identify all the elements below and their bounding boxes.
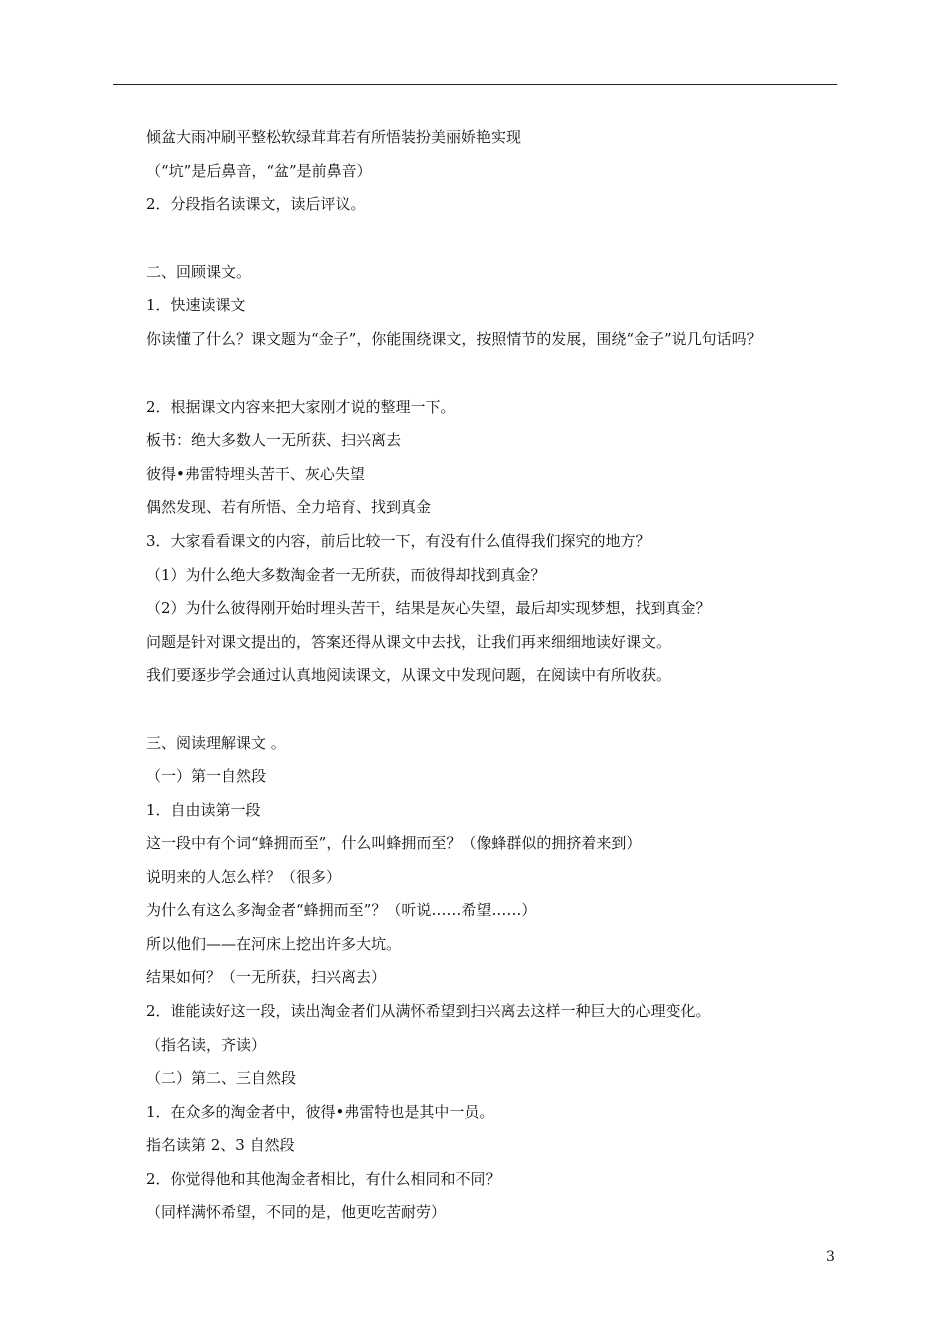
section-heading: 二、回顾课文。 <box>146 263 252 281</box>
section-heading: 三、阅读理解课文 。 <box>146 734 286 752</box>
text-line: （二）第二、三自然段 <box>146 1069 297 1087</box>
text-line: （“坑”是后鼻音，“盆”是前鼻音） <box>146 162 372 180</box>
text-line: 这一段中有个词“蜂拥而至”，什么叫蜂拥而至？（像蜂群似的拥挤着来到） <box>146 834 642 852</box>
text-line: 1．在众多的淘金者中，彼得•弗雷特也是其中一员。 <box>146 1103 495 1121</box>
text-line: 问题是针对课文提出的，答案还得从课文中去找，让我们再来细细地读好课文。 <box>146 633 672 651</box>
text-line: （同样满怀希望，不同的是，他更吃苦耐劳） <box>146 1203 447 1221</box>
text-line: 倾盆大雨冲刷平整松软绿茸茸若有所悟装扮美丽娇艳实现 <box>146 128 522 146</box>
text-line: （指名读，齐读） <box>146 1036 267 1054</box>
text-line: 板书：绝大多数人一无所获、扫兴离去 <box>146 431 402 449</box>
text-line: 彼得•弗雷特埋头苦干、灰心失望 <box>146 465 365 483</box>
text-line: 1．自由读第一段 <box>146 801 261 819</box>
header-rule <box>113 84 837 85</box>
text-line: （2）为什么彼得刚开始时埋头苦干，结果是灰心失望，最后却实现梦想，找到真金？ <box>146 599 711 617</box>
text-line: （1）为什么绝大多数淘金者一无所获，而彼得却找到真金？ <box>146 566 546 584</box>
text-line: 为什么有这么多淘金者“蜂拥而至”？（听说……希望……） <box>146 901 537 919</box>
text-line: 你读懂了什么？课文题为“金子”，你能围绕课文，按照情节的发展，围绕“金子”说几句话吗？ <box>146 330 762 348</box>
text-line: 指名读第 2、3 自然段 <box>146 1136 295 1154</box>
text-line: 偶然发现、若有所悟、全力培育、找到真金 <box>146 498 432 516</box>
page-number: 3 <box>826 1249 835 1265</box>
text-line: 2．根据课文内容来把大家刚才说的整理一下。 <box>146 398 456 416</box>
text-line: 所以他们——在河床上挖出许多大坑。 <box>146 935 402 953</box>
text-line: （一）第一自然段 <box>146 767 267 785</box>
text-line: 1．快速读课文 <box>146 296 246 314</box>
text-line: 2．你觉得他和其他淘金者相比，有什么相同和不同？ <box>146 1170 501 1188</box>
text-line: 结果如何？（一无所获，扫兴离去） <box>146 968 387 986</box>
text-line: 我们要逐步学会通过认真地阅读课文，从课文中发现问题，在阅读中有所收获。 <box>146 666 672 684</box>
text-line: 说明来的人怎么样？（很多） <box>146 868 342 886</box>
text-line: 3．大家看看课文的内容，前后比较一下，有没有什么值得我们探究的地方？ <box>146 532 651 550</box>
text-line: 2．谁能读好这一段，读出淘金者们从满怀希望到扫兴离去这样一种巨大的心理变化。 <box>146 1002 711 1020</box>
text-line: 2．分段指名读课文，读后评议。 <box>146 195 366 213</box>
